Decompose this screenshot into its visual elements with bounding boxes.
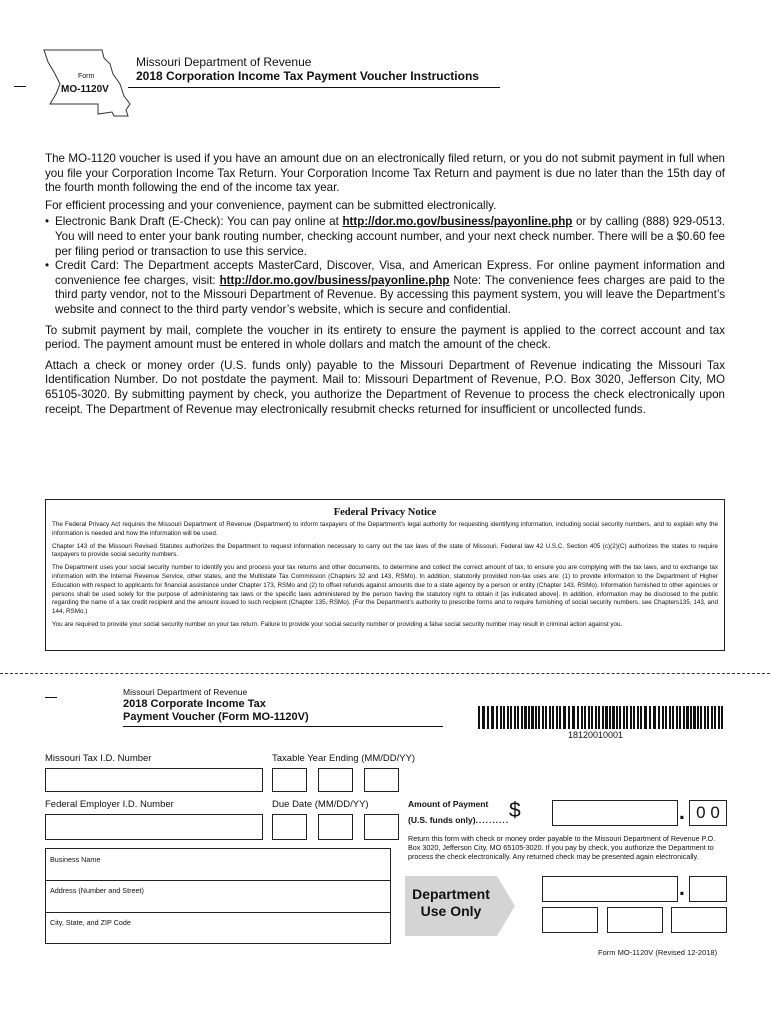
tear-line <box>0 673 770 674</box>
instructions <box>45 152 725 417</box>
barcode-bar <box>693 706 696 729</box>
amount-label-funds: (U.S. funds only).......... <box>408 815 510 825</box>
barcode-bar <box>528 706 530 729</box>
department-use-label: Department Use Only <box>412 886 490 919</box>
barcode-bar <box>552 706 554 729</box>
barcode-bar <box>521 706 523 729</box>
barcode-bar <box>549 706 551 729</box>
barcode-bar <box>633 706 635 729</box>
fein-label: Federal Employer I.D. Number <box>45 799 174 810</box>
taxable-year-day-field[interactable] <box>318 768 353 792</box>
header-tick-mark <box>14 86 26 87</box>
barcode-bar <box>568 706 570 729</box>
dept-use-box-2[interactable] <box>607 907 663 933</box>
barcode-bar <box>514 706 516 729</box>
taxable-year-month-field[interactable] <box>272 768 307 792</box>
barcode-bar <box>683 706 685 729</box>
barcode-bar <box>545 706 547 729</box>
barcode-bar <box>581 706 583 729</box>
barcode-bar <box>637 706 639 729</box>
barcode-bar <box>619 706 621 729</box>
mo-tax-id-field[interactable] <box>45 768 263 792</box>
barcode-bar <box>507 706 509 729</box>
due-date-day-field[interactable] <box>318 814 353 840</box>
barcode-bar <box>700 706 702 729</box>
barcode-bar <box>630 706 632 729</box>
barcode-bar <box>524 706 527 729</box>
barcode <box>478 706 726 729</box>
barcode-bar <box>644 706 647 729</box>
privacy-notice <box>45 499 725 651</box>
amount-cents-field[interactable]: 0 0 <box>689 800 727 826</box>
instruction-paragraph: The MO-1120 voucher is used if you have an amount due on an electronically filed return, or you do not submit payment in full when you file your Corporation Income Tax Return. Your Corporation Income Tax Return and payment is due no later than the 15th day of the fourth month following the end of the income tax year. <box>45 152 725 195</box>
barcode-bar <box>714 706 716 729</box>
barcode-bar <box>711 706 713 729</box>
dept-use-box-3[interactable] <box>671 907 727 933</box>
barcode-bar <box>649 706 651 729</box>
barcode-bar <box>482 706 485 729</box>
barcode-bar <box>559 706 561 729</box>
taxable-year-label: Taxable Year Ending (MM/DD/YY) <box>272 753 416 764</box>
taxable-year-year-field[interactable] <box>364 768 399 792</box>
amount-label: Amount of Payment <box>408 799 489 809</box>
address-label: Address (Number and Street) <box>50 886 144 895</box>
barcode-bar <box>697 706 699 729</box>
barcode-bar <box>478 706 480 729</box>
voucher-subtitle: Payment Voucher (Form MO-1120V) <box>123 711 309 723</box>
barcode-bar <box>491 706 494 729</box>
privacy-paragraph: Chapter 143 of the Missouri Revised Statutes authorizes the Department to request information necessary to carry out the tax laws of the state of Missouri. Federal law 42 U.S.C. Section 405 (c)(2)(C) authorizes the states to require taxpayers to provide social security numbers. <box>52 542 718 559</box>
dollar-sign: $ <box>509 799 521 822</box>
header-rule <box>128 87 500 88</box>
dept-use-box-1[interactable] <box>542 907 598 933</box>
barcode-number: 18120010001 <box>568 730 624 740</box>
barcode-bar <box>676 706 678 729</box>
due-date-month-field[interactable] <box>272 814 307 840</box>
voucher-title: 2018 Corporate Income Tax <box>123 698 266 710</box>
barcode-bar <box>538 706 540 729</box>
dept-use-cents-field[interactable] <box>689 876 727 902</box>
barcode-bar <box>598 706 600 729</box>
page-title: 2018 Corporation Income Tax Payment Voucher Instructions <box>136 69 479 83</box>
instruction-paragraph: To submit payment by mail, complete the voucher in its entirety to ensure the payment is applied to the correct account and tax period. The payment amount must be entered in whole dollars and match the amount of the check. <box>45 323 725 352</box>
return-note: Return this form with check or money order payable to the Missouri Department of Revenue P.O. Box 3020, Jefferson City, MO 65105-3020. If you pay by check, you authorize the Department to process the check electronically. Any returned check may be presented again electronically. <box>408 834 716 862</box>
due-date-year-field[interactable] <box>364 814 399 840</box>
barcode-bar <box>612 706 615 729</box>
address-block <box>45 848 391 944</box>
voucher-title-rule <box>123 726 443 727</box>
city-state-zip-label: City, State, and ZIP Code <box>50 918 131 927</box>
dept-use-amount-field[interactable] <box>542 876 678 902</box>
barcode-bar <box>623 706 625 729</box>
business-name-field[interactable] <box>46 849 390 880</box>
bullet-icon: • <box>45 215 50 229</box>
decimal-point: . <box>679 801 685 824</box>
barcode-bar <box>602 706 604 729</box>
barcode-bar <box>672 706 674 729</box>
barcode-bar <box>679 706 681 729</box>
list-item: • Credit Card: The Department accepts MasterCard, Discover, Visa, and American Express. For online payment information and convenience fee charges, visit: http://dor.mo.gov/business/payonline.php Note: The convenience fees charges are paid to the third party vendor, not to the Missouri Department of Revenue. By accessing this payment system, you will leave the Department’s website and connect to the third party vendor’s website, which is secure and confidential. <box>45 259 725 316</box>
barcode-bar <box>496 706 498 729</box>
barcode-bar <box>686 706 689 729</box>
barcode-bar <box>658 706 660 729</box>
dept-decimal-point: . <box>679 877 685 900</box>
fein-field[interactable] <box>45 814 263 840</box>
barcode-bar <box>605 706 608 729</box>
payonline-link[interactable]: http://dor.mo.gov/business/payonline.php <box>342 215 573 229</box>
form-prefix: Form <box>78 73 95 80</box>
business-name-label: Business Name <box>50 855 101 864</box>
privacy-paragraph: You are required to provide your social security number on your tax return. Failure to provide your social security number or providing a false social security number may result in criminal action against you. <box>52 620 623 628</box>
barcode-bar <box>721 706 723 729</box>
city-state-zip-field[interactable] <box>46 913 390 944</box>
barcode-bar <box>500 706 502 729</box>
voucher-agency: Missouri Department of Revenue <box>123 687 248 697</box>
barcode-bar <box>690 706 692 729</box>
address-field[interactable] <box>46 881 390 912</box>
barcode-bar <box>609 706 611 729</box>
form-number: MO-1120V <box>61 84 109 95</box>
instruction-paragraph: Attach a check or money order (U.S. funds only) payable to the Missouri Department of Revenue indicating the Missouri Tax Identification Number. Do not postdate the payment. Mail to: Missouri Department of Revenue, P.O. Box 3020, Jefferson City, MO 65105-3020. By submitting payment by check, you authorize the Department of Revenue to process the check electronically upon receipt. The Department of Revenue may electronically resubmit checks returned for insufficient or uncollected funds. <box>45 358 725 416</box>
voucher-tick-mark <box>45 697 57 698</box>
barcode-bar <box>595 706 597 729</box>
barcode-bar <box>653 706 656 729</box>
due-date-label: Due Date (MM/DD/YY) <box>272 799 369 810</box>
barcode-bar <box>503 706 505 729</box>
barcode-bar <box>718 706 720 729</box>
barcode-bar <box>640 706 642 729</box>
barcode-bar <box>626 706 628 729</box>
barcode-bar <box>556 706 558 729</box>
barcode-bar <box>517 706 519 729</box>
barcode-bar <box>588 706 590 729</box>
barcode-bar <box>572 706 575 729</box>
barcode-bar <box>704 706 706 729</box>
instruction-paragraph: For efficient processing and your convenience, payment can be submitted electronically. <box>45 198 497 212</box>
barcode-bar <box>510 706 512 729</box>
bullet-icon: • <box>45 259 50 273</box>
barcode-bar <box>616 706 618 729</box>
payonline-link[interactable]: http://dor.mo.gov/business/payonline.php <box>219 273 450 287</box>
barcode-bar <box>487 706 489 729</box>
privacy-paragraph: The Department uses your social security number to identify you and process your tax returns and other documents, to determine and collect the correct amount of tax, to ensure you are complying with the tax laws, and to exchange tax information with the Internal Revenue Service, other states, and the Multistate Tax Commission (Chapters 32 and 143, RSMo). In addition, statutorily provided non-tax uses are: (1) to provide information to the Department of Higher Education with respect to applicants for financial assistance under Chapter 173, RSMo and (2) to offset refunds against amounts due to a state agency by a person or entity (Chapter 143, RSMo). Information furnished to other agencies or persons shall be used solely for the purpose of administering tax laws or the specific laws administered by the person having the statutory right to obtain it [as indicated above]. In addition, information may be disclosed to the public regarding the name of a tax credit recipient and the amount issued to such recipient (Chapter 135, RSMo). (For the Department’s authority to prescribe forms and to require furnishing of social security numbers, see Chapters135, 143, and 144, RSMo.) <box>52 564 718 616</box>
privacy-paragraph: The Federal Privacy Act requires the Missouri Department of Revenue (Department) to inform taxpayers of the Department’s legal authority for requesting identifying information, including social security numbers, and to explain why the information is needed and how the information will be used. <box>52 521 718 537</box>
barcode-bar <box>591 706 593 729</box>
agency-name: Missouri Department of Revenue <box>136 55 312 69</box>
barcode-bar <box>531 706 534 729</box>
barcode-bar <box>535 706 537 729</box>
barcode-bar <box>665 706 667 729</box>
barcode-bar <box>563 706 566 729</box>
privacy-title: Federal Privacy Notice <box>333 507 437 518</box>
amount-dollars-field[interactable] <box>552 800 678 826</box>
form-revision: Form MO-1120V (Revised 12-2018) <box>598 948 718 957</box>
barcode-bar <box>707 706 709 729</box>
list-item: • Electronic Bank Draft (E-Check): You can pay online at http://dor.mo.gov/business/payonline.php or by calling (888) 929-0513. You will need to enter your bank routing number, checking account number, and your next check number. There will be a $0.60 fee per filing period or transaction to use this service. <box>45 215 725 258</box>
mo-tax-id-label: Missouri Tax I.D. Number <box>45 753 152 764</box>
barcode-bar <box>577 706 579 729</box>
barcode-bar <box>662 706 664 729</box>
barcode-bar <box>542 706 544 729</box>
barcode-bar <box>669 706 671 729</box>
barcode-bar <box>584 706 586 729</box>
